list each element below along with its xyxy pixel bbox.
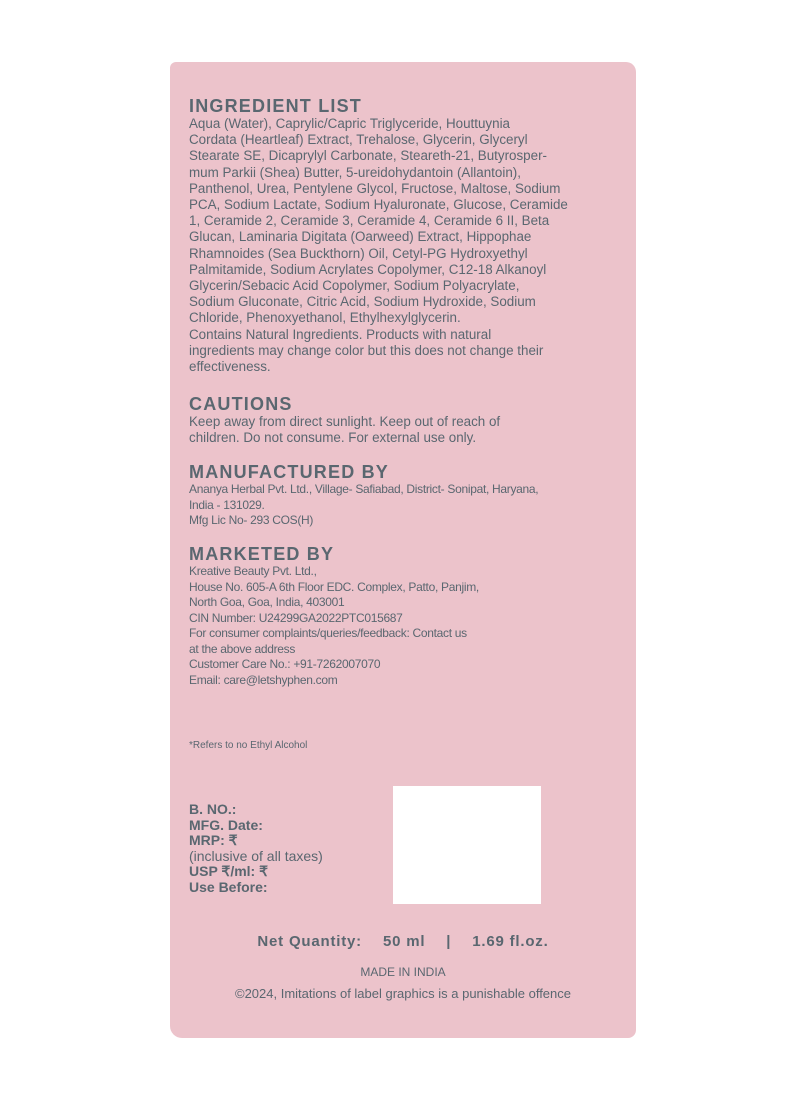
marketed-line: Kreative Beauty Pvt. Ltd., <box>189 564 317 578</box>
marketed-line: House No. 605-A 6th Floor EDC. Complex, Patto, Panjim, <box>189 579 479 594</box>
cautions-text <box>189 414 500 446</box>
ingredients-line: Glycerin/Sebacic Acid Copolymer, Sodium Polyacrylate, <box>189 278 520 294</box>
manufactured-line: India - 131029. <box>189 497 265 512</box>
ingredients-line: Panthenol, Urea, Pentylene Glycol, Fructose, Maltose, Sodium <box>189 180 561 196</box>
mrp: MRP: ₹ <box>189 832 238 848</box>
net-quantity-ml: 50 ml <box>382 933 426 950</box>
use-before: Use Before: <box>189 878 268 895</box>
marketed-line: For consumer complaints/queries/feedback: Contact us <box>189 626 467 640</box>
ingredients-line: Stearate SE, Dicaprylyl Carbonate, Steareth-21, Butyrosper- <box>189 148 547 164</box>
product-label <box>170 62 636 1038</box>
manufactured-text <box>189 482 538 529</box>
marketed-line: Customer Care No.: +91-7262007070 <box>189 657 381 671</box>
ingredient-heading: INGREDIENT LIST <box>189 96 363 116</box>
marketed-section <box>189 544 479 688</box>
marketed-line: at the above address <box>189 641 296 656</box>
mfg-date: MFG. Date: <box>189 816 263 833</box>
manufactured-line: Mfg Lic No- 293 COS(H) <box>189 513 314 527</box>
ingredients-line: Rhamnoides (Sea Buckthorn) Oil, Cetyl-PG Hydroxyethyl <box>189 245 528 261</box>
cautions-line: Keep away from direct sunlight. Keep out of reach of <box>189 414 501 429</box>
manufactured-section <box>189 462 538 529</box>
ingredient-text <box>189 116 568 375</box>
ingredients-line: Sodium Gluconate, Citric Acid, Sodium Hydroxide, Sodium <box>189 294 536 310</box>
ingredients-line: Glucan, Laminaria Digitata (Oarweed) Extract, Hippophae <box>189 229 532 245</box>
ingredients-line: 1, Ceramide 2, Ceramide 3, Ceramide 4, Ceramide 6 II, Beta <box>189 213 550 229</box>
ingredients-line: Palmitamide, Sodium Acrylates Copolymer, C12-18 Alkanoyl <box>189 261 547 277</box>
usp: USP ₹/ml: ₹ <box>189 863 269 879</box>
copyright-notice: ©2024, Imitations of label graphics is a punishable offence <box>235 986 571 1001</box>
mrp-note: (inclusive of all taxes) <box>189 847 323 864</box>
cautions-section <box>189 394 500 446</box>
marketed-line: North Goa, Goa, India, 403001 <box>189 595 345 609</box>
net-quantity-floz: 1.69 fl.oz. <box>472 933 549 950</box>
marketed-line: Email: care@letshyphen.com <box>189 672 338 687</box>
marketed-text <box>189 564 479 688</box>
footnote: *Refers to no Ethyl Alcohol <box>189 740 308 751</box>
ingredients-line: effectiveness. <box>189 359 271 375</box>
made-in-india: MADE IN INDIA <box>360 965 446 979</box>
ingredients-line: mum Parkii (Shea) Butter, 5-ureidohydantoin (Allantoin), <box>189 164 521 180</box>
ingredients-line: Contains Natural Ingredients. Products with natural <box>189 326 492 342</box>
marketed-heading: MARKETED BY <box>189 544 335 564</box>
ingredients-line: Chloride, Phenoxyethanol, Ethylhexylglycerin. <box>189 310 461 326</box>
net-quantity <box>170 933 636 950</box>
manufactured-heading: MANUFACTURED BY <box>189 462 389 482</box>
ingredient-section <box>189 96 568 375</box>
ingredients-line: PCA, Sodium Lactate, Sodium Hyaluronate, Glucose, Ceramide <box>189 197 568 213</box>
manufactured-line: Ananya Herbal Pvt. Ltd., Village- Safiabad, District- Sonipat, Haryana, <box>189 482 539 496</box>
net-quantity-separator: | <box>446 933 452 950</box>
cautions-line: children. Do not consume. For external use only. <box>189 430 477 446</box>
batch-fields <box>189 802 323 895</box>
cautions-heading: CAUTIONS <box>189 394 293 414</box>
marketed-line: CIN Number: U24299GA2022PTC015687 <box>189 610 403 625</box>
ingredients-line: Aqua (Water), Caprylic/Capric Triglyceride, Houttuynia <box>189 116 510 131</box>
ingredients-line: Cordata (Heartleaf) Extract, Trehalose, Glycerin, Glyceryl <box>189 132 528 148</box>
ingredients-line: ingredients may change color but this does not change their <box>189 342 544 358</box>
batch-number: B. NO.: <box>189 801 237 817</box>
print-area-box <box>393 786 541 904</box>
net-quantity-label: Net Quantity: <box>257 933 362 950</box>
